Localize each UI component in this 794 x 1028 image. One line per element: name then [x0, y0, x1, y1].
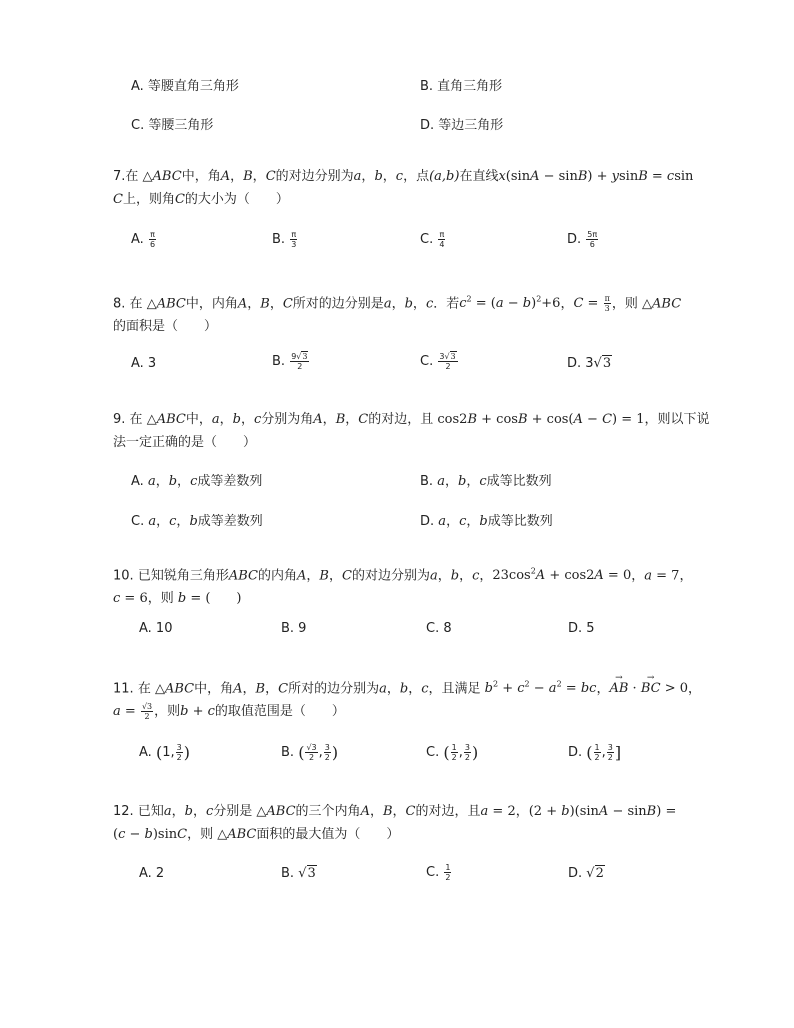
q10-option-b[interactable]: B. 9: [281, 621, 307, 636]
q12-option-b[interactable]: B. √3: [281, 866, 316, 881]
question-number: 12.: [113, 804, 134, 819]
q9-option-d[interactable]: D. a，c，b成等比数列: [420, 514, 553, 529]
question-number: 9.: [113, 412, 126, 427]
q6-option-b[interactable]: B. 直角三角形: [420, 79, 503, 94]
q7-option-c[interactable]: C. $\frac{\pi}{4}$: [420, 230, 445, 249]
question-number: 10.: [113, 568, 134, 584]
question-number: 7.: [113, 169, 126, 184]
q6-option-c[interactable]: C. 等腰三角形: [131, 118, 214, 133]
question-number: 8.: [113, 296, 126, 312]
question-9: 9. 在 △ABC中，a，b，c分别为角A，B，C的对边，且 cos2B + cosB + cos(A − C) = 1，则以下说 法一定正确的是（ ）: [113, 412, 710, 450]
q10-option-a[interactable]: A. 10: [139, 621, 173, 636]
q10-option-c[interactable]: C. 8: [426, 621, 452, 636]
q8-option-b[interactable]: B. $\frac{9√3}{2}$: [272, 352, 308, 371]
question-12: 12. 已知a，b，c分别是 △ABC的三个内角A，B，C的对边，且a = 2，(2 + b)(sinA − sinB) = (c − b)sinC，则 △ABC面积的最大值为（ ）: [113, 804, 677, 842]
q9-option-b[interactable]: B. a，b，c成等比数列: [420, 474, 552, 489]
q12-option-d[interactable]: D. √2: [568, 866, 604, 881]
q12-option-a[interactable]: A. 2: [139, 866, 165, 881]
q8-option-a[interactable]: A. 3: [131, 356, 157, 371]
q10-option-d[interactable]: D. 5: [568, 621, 595, 636]
q11-option-a[interactable]: A. (1, $\frac{3}{2}$ ): [139, 743, 190, 762]
question-8: 8. 在 △ABC中，内角A，B，C所对的边分别是a，b，c．若$c^2 = (a - b)^2+6$，C = $\frac{\pi}{3}$ ，则 △ABC 的面积是（ ）: [113, 294, 682, 335]
q7-option-d[interactable]: D. $\frac{5\pi}{6}$: [567, 230, 598, 249]
q12-option-c[interactable]: C. $\frac{1}{2}$: [426, 863, 451, 882]
q6-option-d[interactable]: D. 等边三角形: [420, 118, 504, 133]
q9-option-c[interactable]: C. a，c，b成等差数列: [131, 514, 263, 529]
q8-option-c[interactable]: C. $\frac{3√3}{2}$: [420, 352, 456, 371]
question-10: 10. 已知锐角三角形ABC的内角A，B，C的对边分别为a，b，c，$23\cos^2A + \cos 2A = 0$，a = 7， c = 6，则 b = ( ): [113, 567, 693, 607]
q6-option-a[interactable]: A. 等腰直角三角形: [131, 79, 239, 94]
q8-option-d[interactable]: D. 3√3: [567, 356, 612, 371]
q7-option-a[interactable]: A. $\frac{\pi}{6}$: [131, 230, 156, 249]
q11-option-c[interactable]: C. ( $\frac{1}{2}$ , $\frac{3}{2}$ ): [426, 743, 479, 762]
q9-option-a[interactable]: A. a，b，c成等差数列: [131, 474, 263, 489]
question-7: 7.在 △ABC中，角A，B，C的对边分别为a，b，c，点(a,b)在直线x(sinA − sinB) + ysinB = csin C上，则角C的大小为（ ）: [113, 169, 694, 207]
q11-option-d[interactable]: D. ( $\frac{1}{2}$ , $\frac{3}{2}$ ]: [568, 743, 622, 762]
q11-option-b[interactable]: B. ( $\frac{√3}{2}$ , $\frac{3}{2}$ ): [281, 743, 339, 762]
question-11: 11. 在 △ABC中，角A，B，C所对的边分别为a，b，c，且满足 $b^2 + c^2 - a^2$ = bc，→ AB · → BC > 0， a = $\frac{√3}{2}$ ，则b + c的取值范围是（ ）: [113, 673, 713, 723]
question-number: 11.: [113, 681, 134, 697]
q7-option-b[interactable]: B. $\frac{\pi}{3}$: [272, 230, 297, 249]
